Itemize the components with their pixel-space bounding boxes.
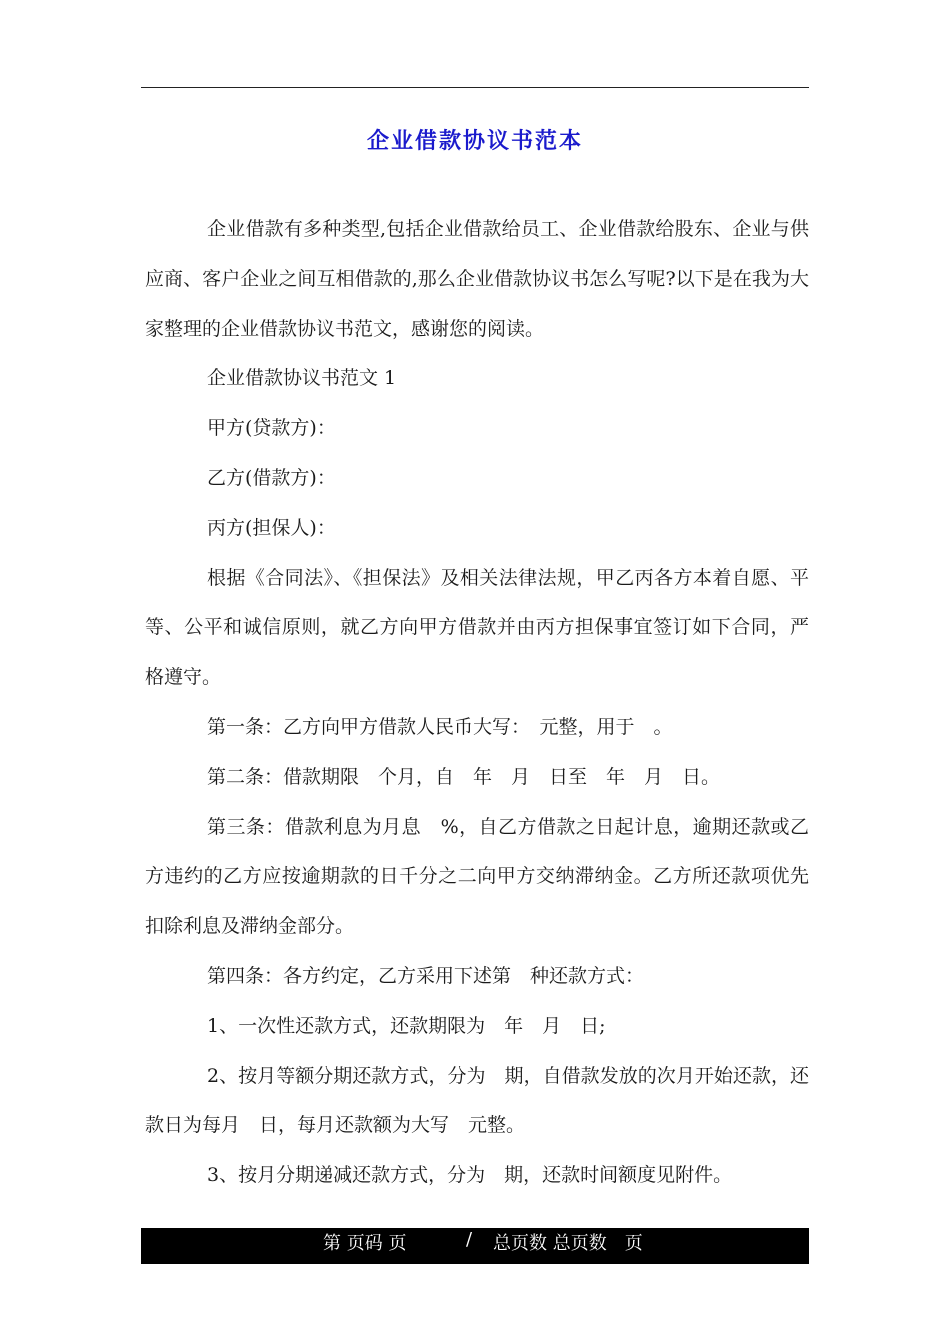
footer-page-number: 第 页码 页 [323, 1233, 407, 1254]
footer-total-pages: 总页数 总页数 页 [493, 1233, 643, 1254]
paragraph-repay-option-2: 2、按月等额分期还款方式，分为 期，自借款发放的次月开始还款，还款日为每月 日，每月还款额为大写 元整。 [145, 1064, 809, 1137]
paragraph-party-c: 丙方(担保人)： [207, 516, 336, 539]
paragraph-party-a: 甲方(贷款方)： [207, 417, 336, 440]
paragraph-article-1: 第一条：乙方向甲方借款人民币大写： 元整，用于 。 [207, 715, 673, 738]
document-body [145, 205, 809, 1201]
paragraph-sample-heading: 企业借款协议书范文 1 [207, 367, 397, 390]
paragraph-article-2: 第二条：借款期限 个月，自 年 月 日至 年 月 日。 [207, 765, 721, 788]
paragraph-article-3: 第三条：借款利息为月息 %，自乙方借款之日起计息，逾期还款或乙方违约的乙方应按逾期款的日千分之二向甲方交纳滞纳金。乙方所还款项优先扣除利息及滞纳金部分。 [145, 815, 809, 938]
paragraph-repay-option-1: 1、一次性还款方式，还款期限为 年 月 日; [207, 1014, 606, 1037]
footer-separator: / [466, 1229, 473, 1250]
paragraph-preamble: 根据《合同法》、《担保法》及相关法律法规，甲乙丙各方本着自愿、平等、公平和诚信原则，就乙方向甲方借款并由丙方担保事宜签订如下合同，严格遵守。 [145, 566, 809, 689]
paragraph-intro: 企业借款有多种类型,包括企业借款给员工、企业借款给股东、企业与供应商、客户企业之间互相借款的,那么企业借款协议书怎么写呢?以下是在我为大家整理的企业借款协议书范文，感谢您的阅读。 [145, 218, 809, 340]
paragraph-party-b: 乙方(借款方)： [207, 466, 336, 489]
paragraph-article-4: 第四条：各方约定，乙方采用下述第 种还款方式： [207, 964, 645, 987]
page-footer [141, 1228, 809, 1264]
paragraph-repay-option-3: 3、按月分期递减还款方式，分为 期，还款时间额度见附件。 [207, 1164, 733, 1187]
header-rule [141, 87, 809, 88]
document-title: 企业借款协议书范本 [366, 129, 583, 154]
